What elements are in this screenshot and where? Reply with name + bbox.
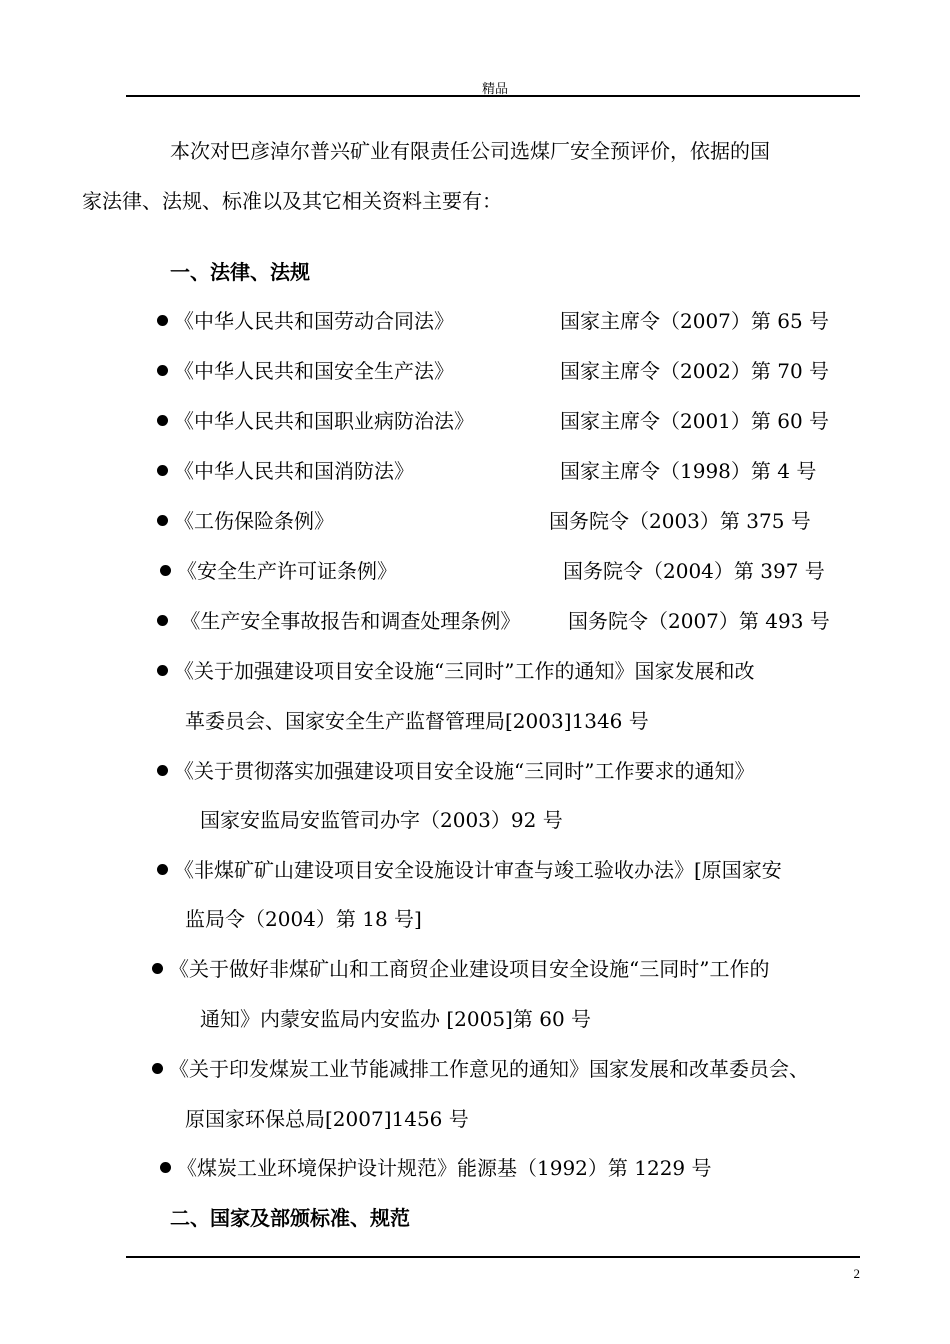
bullet-icon	[157, 665, 168, 676]
bullet-icon	[152, 1063, 163, 1074]
list-item: 《非煤矿矿山建设项目安全设施设计审查与竣工验收办法》[原国家安	[157, 855, 782, 885]
section-heading-standards: 二、国家及部颁标准、规范	[170, 1206, 410, 1230]
bullet-icon	[160, 565, 171, 576]
list-item: 《中华人民共和国消防法》	[157, 456, 414, 486]
list-item-continuation: 国家安监局安监管司办字（2003）92 号	[200, 808, 563, 832]
intro-paragraph	[82, 126, 860, 226]
list-item-ref: 国家主席令（1998）第 4 号	[560, 459, 817, 483]
list-item: 《关于贯彻落实加强建设项目安全设施“三同时”工作要求的通知》	[157, 756, 754, 786]
bullet-icon	[157, 465, 168, 476]
list-item-continuation: 原国家环保总局[2007]1456 号	[185, 1107, 469, 1131]
list-item-ref: 国家主席令（2001）第 60 号	[560, 409, 830, 433]
section-heading-laws: 一、法律、法规	[170, 260, 310, 284]
list-item: 《煤炭工业环境保护设计规范》能源基（1992）第 1229 号	[160, 1153, 712, 1183]
list-item: 《关于印发煤炭工业节能减排工作意见的通知》国家发展和改革委员会、	[152, 1054, 809, 1084]
header-label: 精品	[481, 82, 508, 97]
bullet-icon	[157, 365, 168, 376]
list-item-ref: 国务院令（2004）第 397 号	[563, 559, 825, 583]
list-item: 《关于做好非煤矿山和工商贸企业建设项目安全设施“三同时”工作的	[152, 954, 769, 984]
list-item: 《中华人民共和国安全生产法》	[157, 356, 454, 386]
list-item: 《安全生产许可证条例》	[160, 556, 397, 586]
list-item: 《中华人民共和国劳动合同法》	[157, 306, 454, 336]
list-item: 《中华人民共和国职业病防治法》	[157, 406, 474, 436]
bullet-icon	[157, 765, 168, 776]
bullet-icon	[157, 864, 168, 875]
page-number: 2	[853, 1266, 860, 1281]
list-item-continuation: 革委员会、国家安全生产监督管理局[2003]1346 号	[185, 709, 649, 733]
bullet-icon	[157, 615, 168, 626]
intro-line-2: 家法律、法规、标准以及其它相关资料主要有：	[82, 189, 502, 213]
list-item-ref: 国务院令（2007）第 493 号	[568, 609, 830, 633]
intro-line-1: 本次对巴彦淖尔普兴矿业有限责任公司选煤厂安全预评价，依据的国	[170, 139, 770, 163]
list-item-ref: 国家主席令（2002）第 70 号	[560, 359, 830, 383]
bullet-icon	[157, 315, 168, 326]
list-item-ref: 国务院令（2003）第 375 号	[549, 509, 811, 533]
bullet-icon	[152, 963, 163, 974]
list-item: 《工伤保险条例》	[157, 506, 334, 536]
list-item-ref: 国家主席令（2007）第 65 号	[560, 309, 830, 333]
list-item: 《关于加强建设项目安全设施“三同时”工作的通知》国家发展和改	[157, 656, 754, 686]
footer-rule	[126, 1256, 860, 1258]
list-item: 《生产安全事故报告和调查处理条例》	[157, 606, 520, 636]
header-rule	[126, 95, 860, 97]
bullet-icon	[157, 415, 168, 426]
bullet-icon	[157, 515, 168, 526]
list-item-continuation: 监局令（2004）第 18 号]	[185, 907, 422, 931]
bullet-icon	[160, 1162, 171, 1173]
list-item-continuation: 通知》内蒙安监局内安监办 [2005]第 60 号	[200, 1007, 592, 1031]
